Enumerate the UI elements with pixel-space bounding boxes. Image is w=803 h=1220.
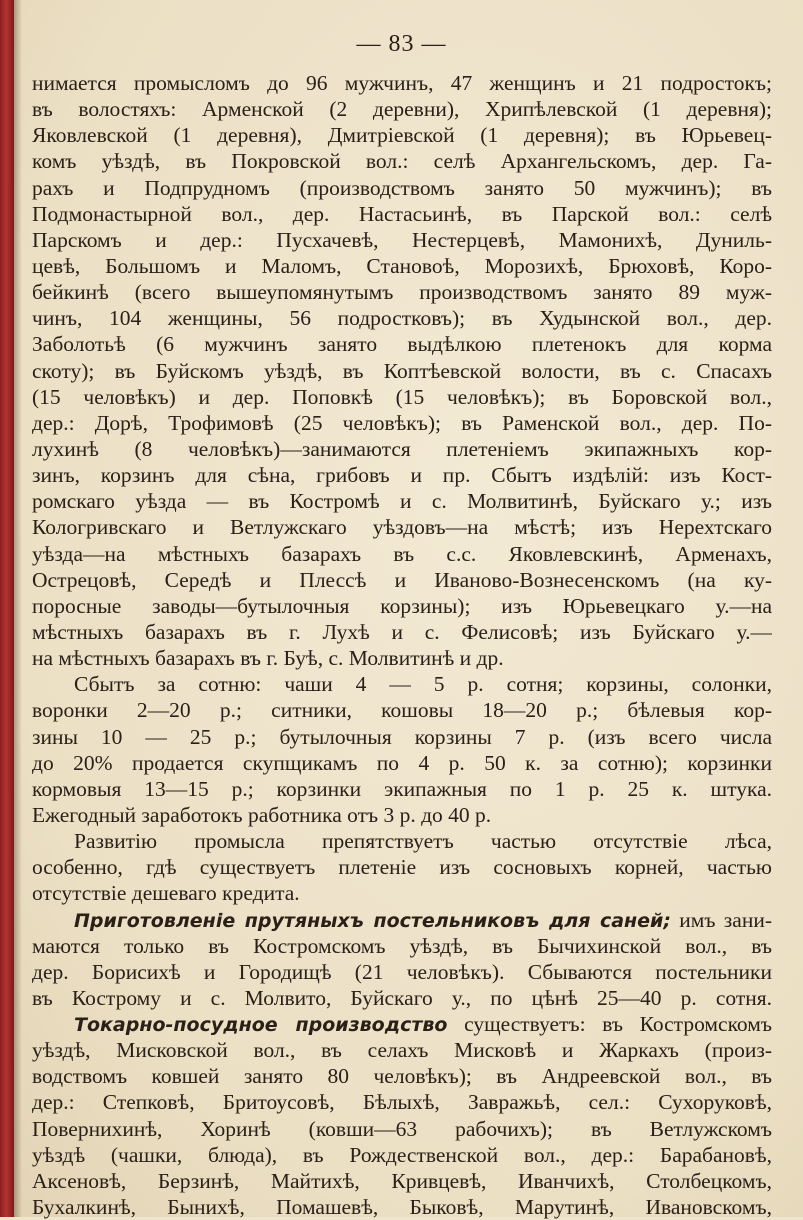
text-line <box>32 70 772 96</box>
line-text: воронки 2—20 р.; ситники, кошовы 18—20 р.; бѣлевыя кор- <box>32 698 772 723</box>
text-line <box>32 175 772 201</box>
binding-edge <box>0 0 14 1217</box>
text-line <box>32 802 772 828</box>
text-line <box>32 854 772 880</box>
line-text: комъ уѣздѣ, въ Покровской вол.: селѣ Архангельскомъ, дер. Га- <box>32 149 772 174</box>
text-line <box>32 1037 772 1063</box>
text-line <box>32 96 772 122</box>
line-text: лухинѣ (8 человѣкъ)—занимаются плетеніемъ экипажныхъ кор- <box>32 436 772 461</box>
text-line <box>32 776 772 802</box>
line-text: существуетъ: въ Костромскомъ <box>447 1012 772 1037</box>
text-line <box>32 645 772 671</box>
line-text: зинъ, корзинъ для сѣна, грибовъ и пр. Сбытъ издѣлій: изъ Кост- <box>32 463 772 488</box>
section-heading: Токарно-посудное производство <box>74 1014 448 1037</box>
text-line <box>32 1168 772 1194</box>
text-line <box>32 253 772 279</box>
text-line <box>32 279 772 305</box>
text-line <box>32 697 772 723</box>
body-text <box>32 70 772 1220</box>
line-text: имъ зани- <box>670 907 772 932</box>
text-line <box>32 227 772 253</box>
text-line <box>32 514 772 540</box>
line-text: Сбытъ за сотню: чаши 4 — 5 р. сотня; корзины, солонки, <box>74 672 772 697</box>
text-line <box>32 933 772 959</box>
text-line <box>32 305 772 331</box>
line-text: Повернихинѣ, Хоринѣ (ковши—63 рабочихъ); въ Ветлужскомъ <box>32 1116 772 1141</box>
text-line <box>32 567 772 593</box>
text-line <box>32 1063 772 1089</box>
line-text: поросные заводы—бутылочныя корзины); изъ Юрьевецкаго у.—на <box>32 593 772 618</box>
text-line <box>32 488 772 514</box>
line-text: особенно, гдѣ существуетъ плетеніе изъ сосновыхъ корней, частью <box>32 855 772 880</box>
text-line <box>32 1089 772 1115</box>
line-text: цевѣ, Большомъ и Маломъ, Становоѣ, Морозихѣ, Брюховѣ, Коро- <box>32 253 772 278</box>
line-text: до 20% продается скупщикамъ по 4 р. 50 к. за сотню); корзинки <box>32 750 772 775</box>
line-text: уѣздѣ (чашки, блюда), въ Рождественской вол., дер.: Барабановѣ, <box>32 1142 772 1167</box>
text-line <box>32 880 772 906</box>
line-text: дер. Борисихѣ и Городищѣ (21 человѣкъ). Сбываются постельники <box>32 959 772 984</box>
text-line <box>32 384 772 410</box>
text-line <box>32 201 772 227</box>
line-text: мѣстныхъ базарахъ въ г. Лухѣ и с. Фелисовѣ; изъ Буйскаго у.— <box>32 619 772 644</box>
line-text: Кологривскаго и Ветлужскаго уѣздовъ—на мѣстѣ; изъ Нерехтскаго <box>32 515 772 540</box>
text-line <box>32 436 772 462</box>
page-number: — 83 — <box>356 31 447 57</box>
line-text: Острецовѣ, Середѣ и Плессѣ и Иваново-Вознесенскомъ (на ку- <box>32 567 772 592</box>
line-text: Яковлевской (1 деревня), Дмитріевской (1 деревня); въ Юрьевец- <box>32 123 772 148</box>
text-line <box>32 148 772 174</box>
text-line <box>32 1142 772 1168</box>
line-text: дер.: Дорѣ, Трофимовѣ (25 человѣкъ); въ Раменской вол., дер. По- <box>32 410 772 435</box>
line-text: ромскаго уѣзда — въ Костромѣ и с. Молвитинѣ, Буйскаго у.; изъ <box>32 489 772 514</box>
text-line <box>32 959 772 985</box>
text-line <box>32 541 772 567</box>
line-text: водствомъ ковшей занято 80 человѣкъ); въ Андреевской вол., въ <box>32 1064 772 1089</box>
text-line <box>32 358 772 384</box>
line-text: кормовыя 13—15 р.; корзинки экипажныя по 1 р. 25 к. штука. <box>32 776 772 801</box>
line-text: рахъ и Подпрудномъ (производствомъ занято 50 мужчинъ); въ <box>32 175 772 200</box>
text-line <box>32 724 772 750</box>
text-line <box>32 1194 772 1220</box>
text-line <box>32 828 772 854</box>
text-line <box>32 1011 772 1037</box>
line-text: отсутствіе дешеваго кредита. <box>32 881 300 906</box>
line-text: уѣздѣ, Мисковской вол., въ селахъ Мисковѣ и Жаркахъ (произ- <box>32 1038 772 1063</box>
text-line <box>32 331 772 357</box>
line-text: Заболотьѣ (6 мужчинъ занято выдѣлкою плетенокъ для корма <box>32 332 772 357</box>
section-heading: Приготовленіе прутяныхъ постельниковъ для саней; <box>74 909 671 932</box>
line-text: Парскомъ и дер.: Пусхачевѣ, Нестерцевѣ, Мамонихѣ, Дуниль- <box>32 227 772 252</box>
line-text: зины 10 — 25 р.; бутылочныя корзины 7 р. (изъ всего числа <box>32 724 772 749</box>
line-text: чинъ, 104 женщины, 56 подростковъ); въ Худынской вол., дер. <box>32 306 772 331</box>
text-line <box>32 122 772 148</box>
text-line <box>32 907 772 933</box>
line-text: маются только въ Костромскомъ уѣздѣ, въ Бычихинской вол., въ <box>32 933 772 958</box>
text-line <box>32 750 772 776</box>
text-line <box>32 462 772 488</box>
text-line <box>32 1116 772 1142</box>
text-line <box>32 671 772 697</box>
line-text: дер.: Степковѣ, Бритоусовѣ, Бѣлыхѣ, Завражьѣ, сел.: Сухоруковѣ, <box>32 1090 772 1115</box>
line-text: въ волостяхъ: Арменской (2 деревни), Хрипѣлевской (1 деревня); <box>32 97 772 122</box>
text-line <box>32 619 772 645</box>
text-line <box>32 410 772 436</box>
text-line <box>32 985 772 1011</box>
text-line <box>32 593 772 619</box>
line-text: Подмонастырной вол., дер. Настасьинѣ, въ Парской вол.: селѣ <box>32 201 772 226</box>
line-text: Развитію промысла препятствуетъ частью отсутствіе лѣса, <box>74 829 772 854</box>
line-text: Бухалкинѣ, Бынихѣ, Помашевѣ, Быковѣ, Марутинѣ, Ивановскомъ, <box>32 1195 772 1220</box>
line-text: (15 человѣкъ) и дер. Поповкѣ (15 человѣкъ); въ Боровской вол., <box>32 384 772 409</box>
line-text: скоту); въ Буйскомъ уѣздѣ, въ Коптѣевской волости, въ с. Спасахъ <box>32 358 772 383</box>
line-text: Ежегодный заработокъ работника отъ 3 р. до 40 р. <box>32 802 492 827</box>
line-text: въ Кострому и с. Молвито, Буйскаго у., по цѣнѣ 25—40 р. сотня. <box>32 985 772 1010</box>
line-text: Аксеновѣ, Берзинѣ, Майтихѣ, Кривцевѣ, Иванчихѣ, Столбецкомъ, <box>32 1168 772 1193</box>
line-text: уѣзда—на мѣстныхъ базарахъ въ с.с. Яковлевскинѣ, Арменахъ, <box>32 541 772 566</box>
line-text: бейкинѣ (всего вышеупомянутымъ производствомъ занято 89 муж- <box>32 280 772 305</box>
line-text: нимается промысломъ до 96 мужчинъ, 47 женщинъ и 21 подростокъ; <box>32 71 772 95</box>
binding-shadow <box>14 0 22 1217</box>
line-text: на мѣстныхъ базарахъ въ г. Буѣ, с. Молвитинѣ и др. <box>32 646 504 671</box>
